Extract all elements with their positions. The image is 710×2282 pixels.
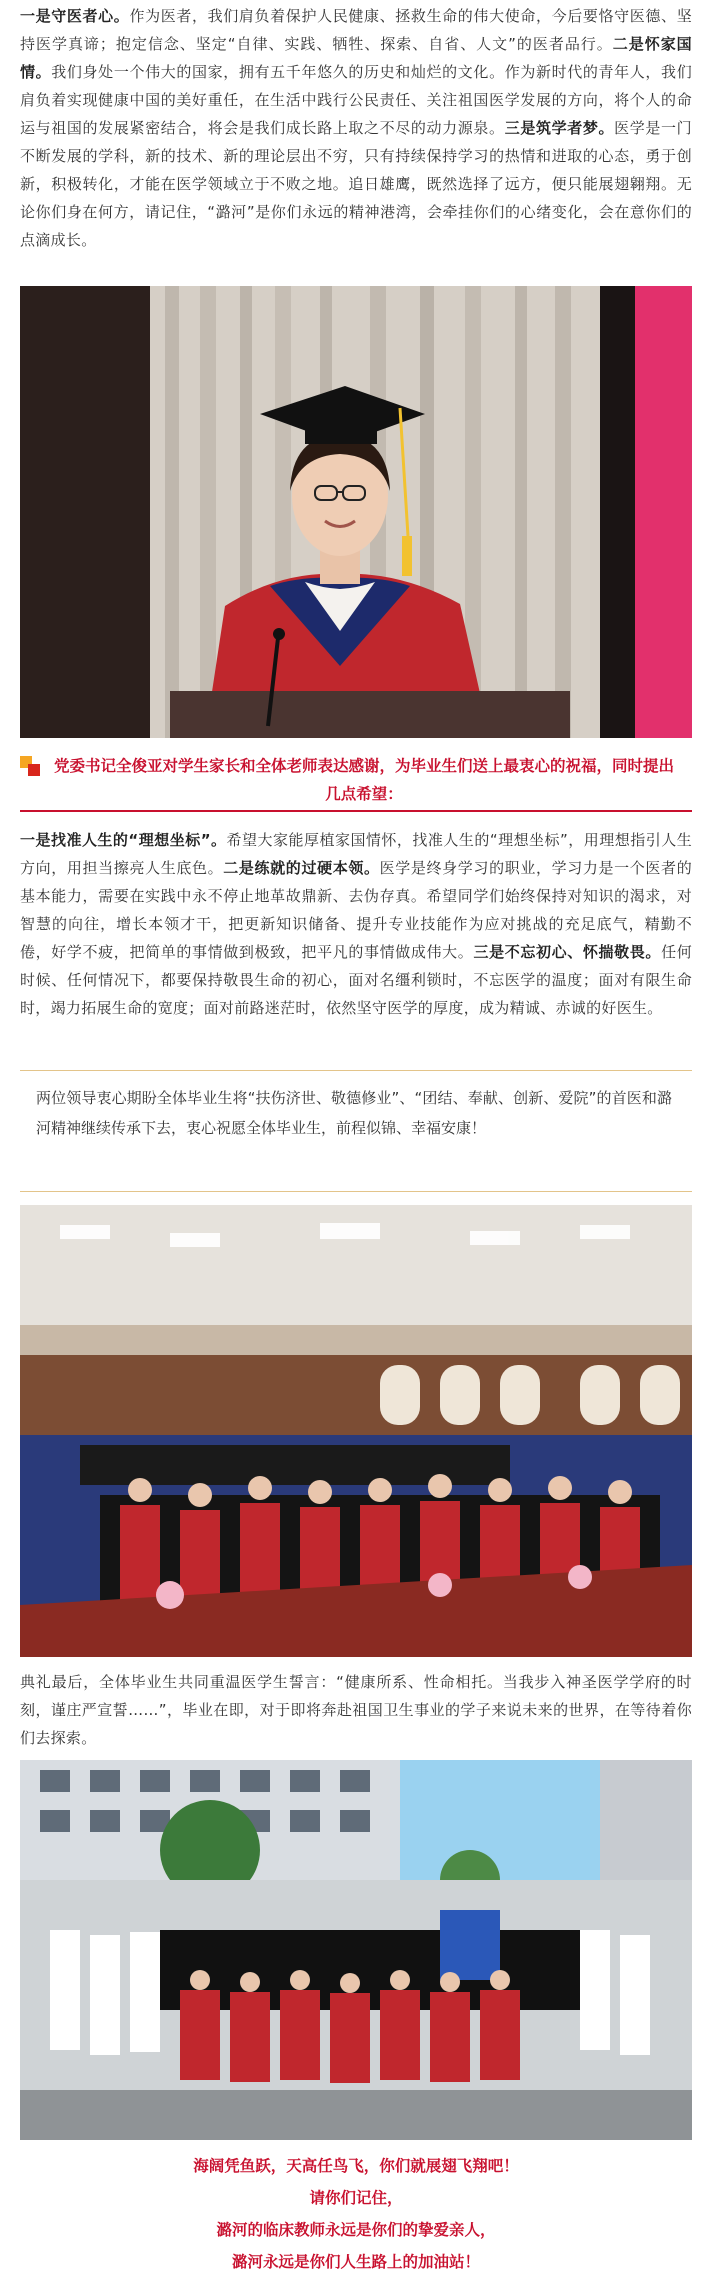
hope-lead-3: 三是不忘初心、怀揣敬畏。 bbox=[473, 943, 662, 961]
closing-line-3: 潞河的临床教师永远是你们的挚爱亲人， bbox=[216, 2221, 496, 2239]
group-photo-illustration bbox=[20, 1760, 692, 2140]
heading-marker-icon bbox=[20, 756, 42, 778]
blessing-quote bbox=[20, 1070, 692, 1192]
hope-text-1: 希望大家能厚植家国情怀，找准人生的“理想坐标”，用理想指引人生方向，用担当擦亮人生底色。 bbox=[20, 831, 692, 877]
oath-caption: 典礼最后，全体毕业生共同重温医学生誓言：“健康所系、性命相托。当我步入神圣医学学府的时刻，谨庄严宣誓……”，毕业在即，对于即将奔赴祖国卫生事业的学子来说未来的世界，在等待着你们去探索。 bbox=[20, 1673, 692, 1747]
blessing-quote-text: 两位领导衷心期盼全体毕业生将“扶伤济世、敬德修业”、“团结、奉献、创新、爱院”的首医和潞河精神继续传承下去，衷心祝愿全体毕业生，前程似锦、幸福安康！ bbox=[36, 1089, 672, 1137]
closing-message bbox=[20, 2150, 692, 2278]
section-heading-text: 党委书记全俊亚对学生家长和全体老师表达感谢，为毕业生们送上最衷心的祝福，同时提出几点希望： bbox=[54, 757, 675, 803]
hopes-paragraph bbox=[20, 826, 692, 1022]
auditorium-photo-illustration bbox=[20, 1205, 692, 1657]
hope-text-2: 医学是终身学习的职业，学习力是一个医者的基本能力，需要在实践中永不停止地革故鼎新、去伪存真。希望同学们始终保持对知识的渴求，对智慧的向往，增长本领才干，把更新知识储备、提升专业技能作为应对挑战的充足底气，精勤不倦，好学不疲，把简单的事情做到极致，把平凡的事情做成伟大。 bbox=[20, 859, 692, 961]
hope-lead-1: 一是找准人生的“理想坐标”。 bbox=[20, 831, 227, 849]
hope-lead-2: 二是练就的过硬本领。 bbox=[223, 859, 380, 877]
speaker-photo bbox=[20, 286, 692, 738]
intro-lead-2: 二是怀家国情。 bbox=[20, 35, 692, 81]
intro-lead-1: 一是守医者心。 bbox=[20, 7, 130, 25]
group-photo bbox=[20, 1760, 692, 2140]
intro-lead-3: 三是筑学者梦。 bbox=[504, 119, 615, 137]
closing-line-1: 海阔凭鱼跃，天高任鸟飞，你们就展翅飞翔吧！ bbox=[193, 2157, 519, 2175]
hope-text-3: 任何时候、任何情况下，都要保持敬畏生命的初心，面对名缰利锁时，不忘医学的温度；面对有限生命时，竭力拓展生命的宽度；面对前路迷茫时，依然坚守医学的厚度，成为精诚、赤诚的好医生。 bbox=[20, 943, 692, 1017]
intro-text-2: 我们身处一个伟大的国家，拥有五千年悠久的历史和灿烂的文化。作为新时代的青年人，我们肩负着实现健康中国的美好重任，在生活中践行公民责任、关注祖国医学发展的方向，将个人的命运与祖国的发展紧密结合，将会是我们成长路上取之不尽的动力源泉。 bbox=[20, 63, 692, 137]
closing-line-4: 潞河永远是你们人生路上的加油站！ bbox=[231, 2253, 480, 2271]
closing-line-2: 请你们记住， bbox=[309, 2189, 403, 2207]
section-heading-rule bbox=[20, 810, 692, 812]
auditorium-photo bbox=[20, 1205, 692, 1657]
intro-text-3: 医学是一门不断发展的学科，新的技术、新的理论层出不穷，只有持续保持学习的热情和进取的心态，勇于创新，积极转化，才能在医学领域立于不败之地。追日雄鹰，既然选择了远方，便只能展翅翱翔。无论你们身在何方，请记住，“潞河”是你们永远的精神港湾，会牵挂你们的心绪变化，会在意你们的点滴成长。 bbox=[20, 119, 692, 249]
intro-text-1: 作为医者，我们肩负着保护人民健康、拯救生命的伟大使命，今后要恪守医德、坚持医学真谛；抱定信念、坚定“自律、实践、牺牲、探索、自省、人文”的医者品行。 bbox=[20, 7, 692, 53]
section-heading bbox=[20, 752, 692, 812]
speaker-photo-illustration bbox=[20, 286, 692, 738]
intro-paragraph bbox=[20, 2, 692, 254]
